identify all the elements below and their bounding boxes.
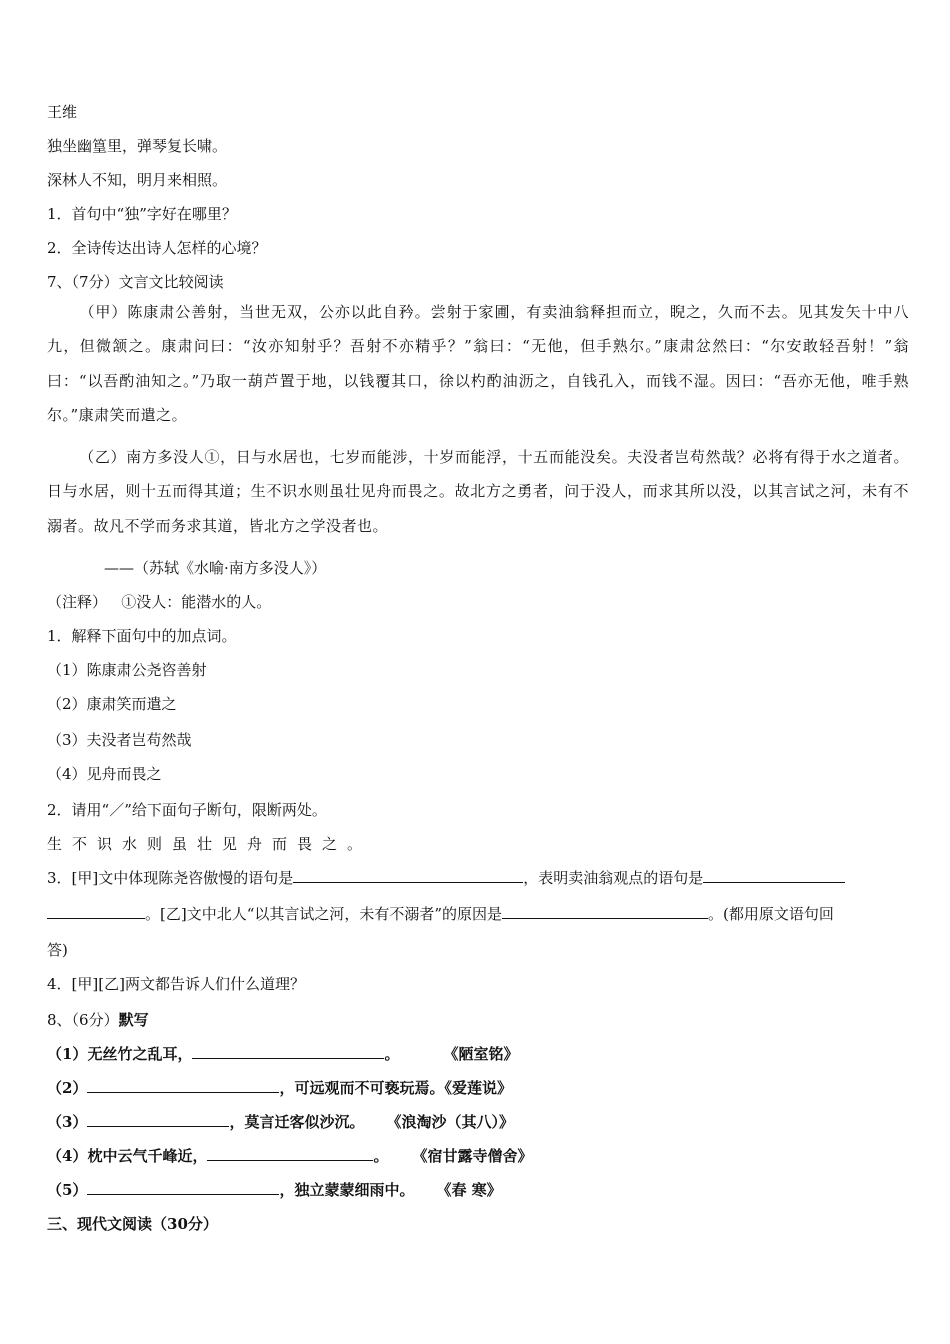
- q8-item: （5） ，独立蒙蒙细雨中。 《春 寒》: [47, 1181, 502, 1199]
- passage-yi: （乙）南方多没人①，日与水居也，七岁而能涉，十岁而能浮，十五而能没矣。夫没者岂苟然哉？必将有得于水之道者。日与水居，则十五而得其道；生不识水则虽壮见舟而畏之。故北方之勇者，问于没人，而求其所以没，以其言试之河，未有不溺者。故凡不学而务求其道，皆北方之学没者也。: [47, 448, 909, 535]
- answer-blank[interactable]: [87, 1180, 279, 1195]
- q7-sub3-line2: 。[乙]文中北人“以其言试之河，未有不溺者”的原因是 。(都用原文语句回: [47, 904, 834, 924]
- q7-heading: 7、（7分）文言文比较阅读: [47, 273, 224, 291]
- q8-heading: 8、（6分）默写: [47, 1011, 149, 1029]
- q8-item: （3） ，莫言迁客似沙沉。 《浪淘沙（其八）》: [47, 1113, 514, 1131]
- q8-item: （2） ，可远观而不可亵玩焉。《爱莲说》: [47, 1079, 512, 1097]
- poem-author: 王维: [47, 103, 78, 121]
- q7-sub4: 4．[甲][乙]两文都告诉人们什么道理？: [47, 975, 305, 993]
- q8-item: （1）无丝竹之乱耳， 。 《陋室铭》: [47, 1045, 519, 1063]
- q7-sub3-line3: 答): [47, 941, 68, 959]
- q7-sub1: 1．解释下面句中的加点词。: [47, 627, 237, 645]
- q7-sub2-sentence: 生不识水则虽壮见舟而畏之。: [47, 835, 373, 853]
- q7-sub1-item: （1）陈康肃公尧咨善射: [47, 661, 207, 679]
- answer-blank[interactable]: [502, 904, 708, 919]
- poem-line-2: 深林人不知，明月来相照。: [47, 171, 228, 189]
- answer-blank[interactable]: [87, 1112, 229, 1127]
- q7-sub1-item: （4）见舟而畏之: [47, 765, 162, 783]
- answer-blank[interactable]: [703, 868, 845, 883]
- q7-sub1-item: （2）康肃笑而遣之: [47, 695, 177, 713]
- passage-jia: （甲）陈康肃公善射，当世无双，公亦以此自矜。尝射于家圃，有卖油翁释担而立，睨之，久而不去。见其发矢十中八九，但微颔之。康肃问曰：“汝亦知射乎？吾射不亦精乎？”翁曰：“无他，但手熟尔。”康肃忿然曰：“尔安敢轻吾射！”翁曰：“以吾酌油知之。”乃取一葫芦置于地，以钱覆其口，徐以杓酌油沥之，自钱孔入，而钱不湿。因曰：“吾亦无他，唯手熟尔。”康肃笑而遣之。: [47, 303, 909, 425]
- passage-note: （注释） ①没人：能潜水的人。: [47, 593, 272, 611]
- answer-blank[interactable]: [192, 1044, 384, 1059]
- q7-sub1-item: （3）夫没者岂苟然哉: [47, 731, 192, 749]
- answer-blank[interactable]: [87, 1078, 279, 1093]
- q8-item: （4）枕中云气千峰近， 。 《宿甘露寺僧舍》: [47, 1147, 533, 1165]
- poem-question-1: 1．首句中“独”字好在哪里？: [47, 205, 237, 223]
- answer-blank[interactable]: [47, 904, 145, 919]
- answer-blank[interactable]: [293, 868, 523, 883]
- section-3-heading: 三、现代文阅读（30分）: [47, 1215, 218, 1233]
- poem-line-1: 独坐幽篁里，弹琴复长啸。: [47, 137, 228, 155]
- q7-sub2: 2．请用“／”给下面句子断句，限断两处。: [47, 801, 327, 819]
- passage-source: ——（苏轼《水喻·南方多没人》）: [104, 559, 327, 577]
- answer-blank[interactable]: [207, 1146, 373, 1161]
- q7-sub3-line1: 3．[甲]文中体现陈尧咨傲慢的语句是 ，表明卖油翁观点的语句是: [47, 868, 845, 888]
- poem-question-2: 2．全诗传达出诗人怎样的心境？: [47, 239, 267, 257]
